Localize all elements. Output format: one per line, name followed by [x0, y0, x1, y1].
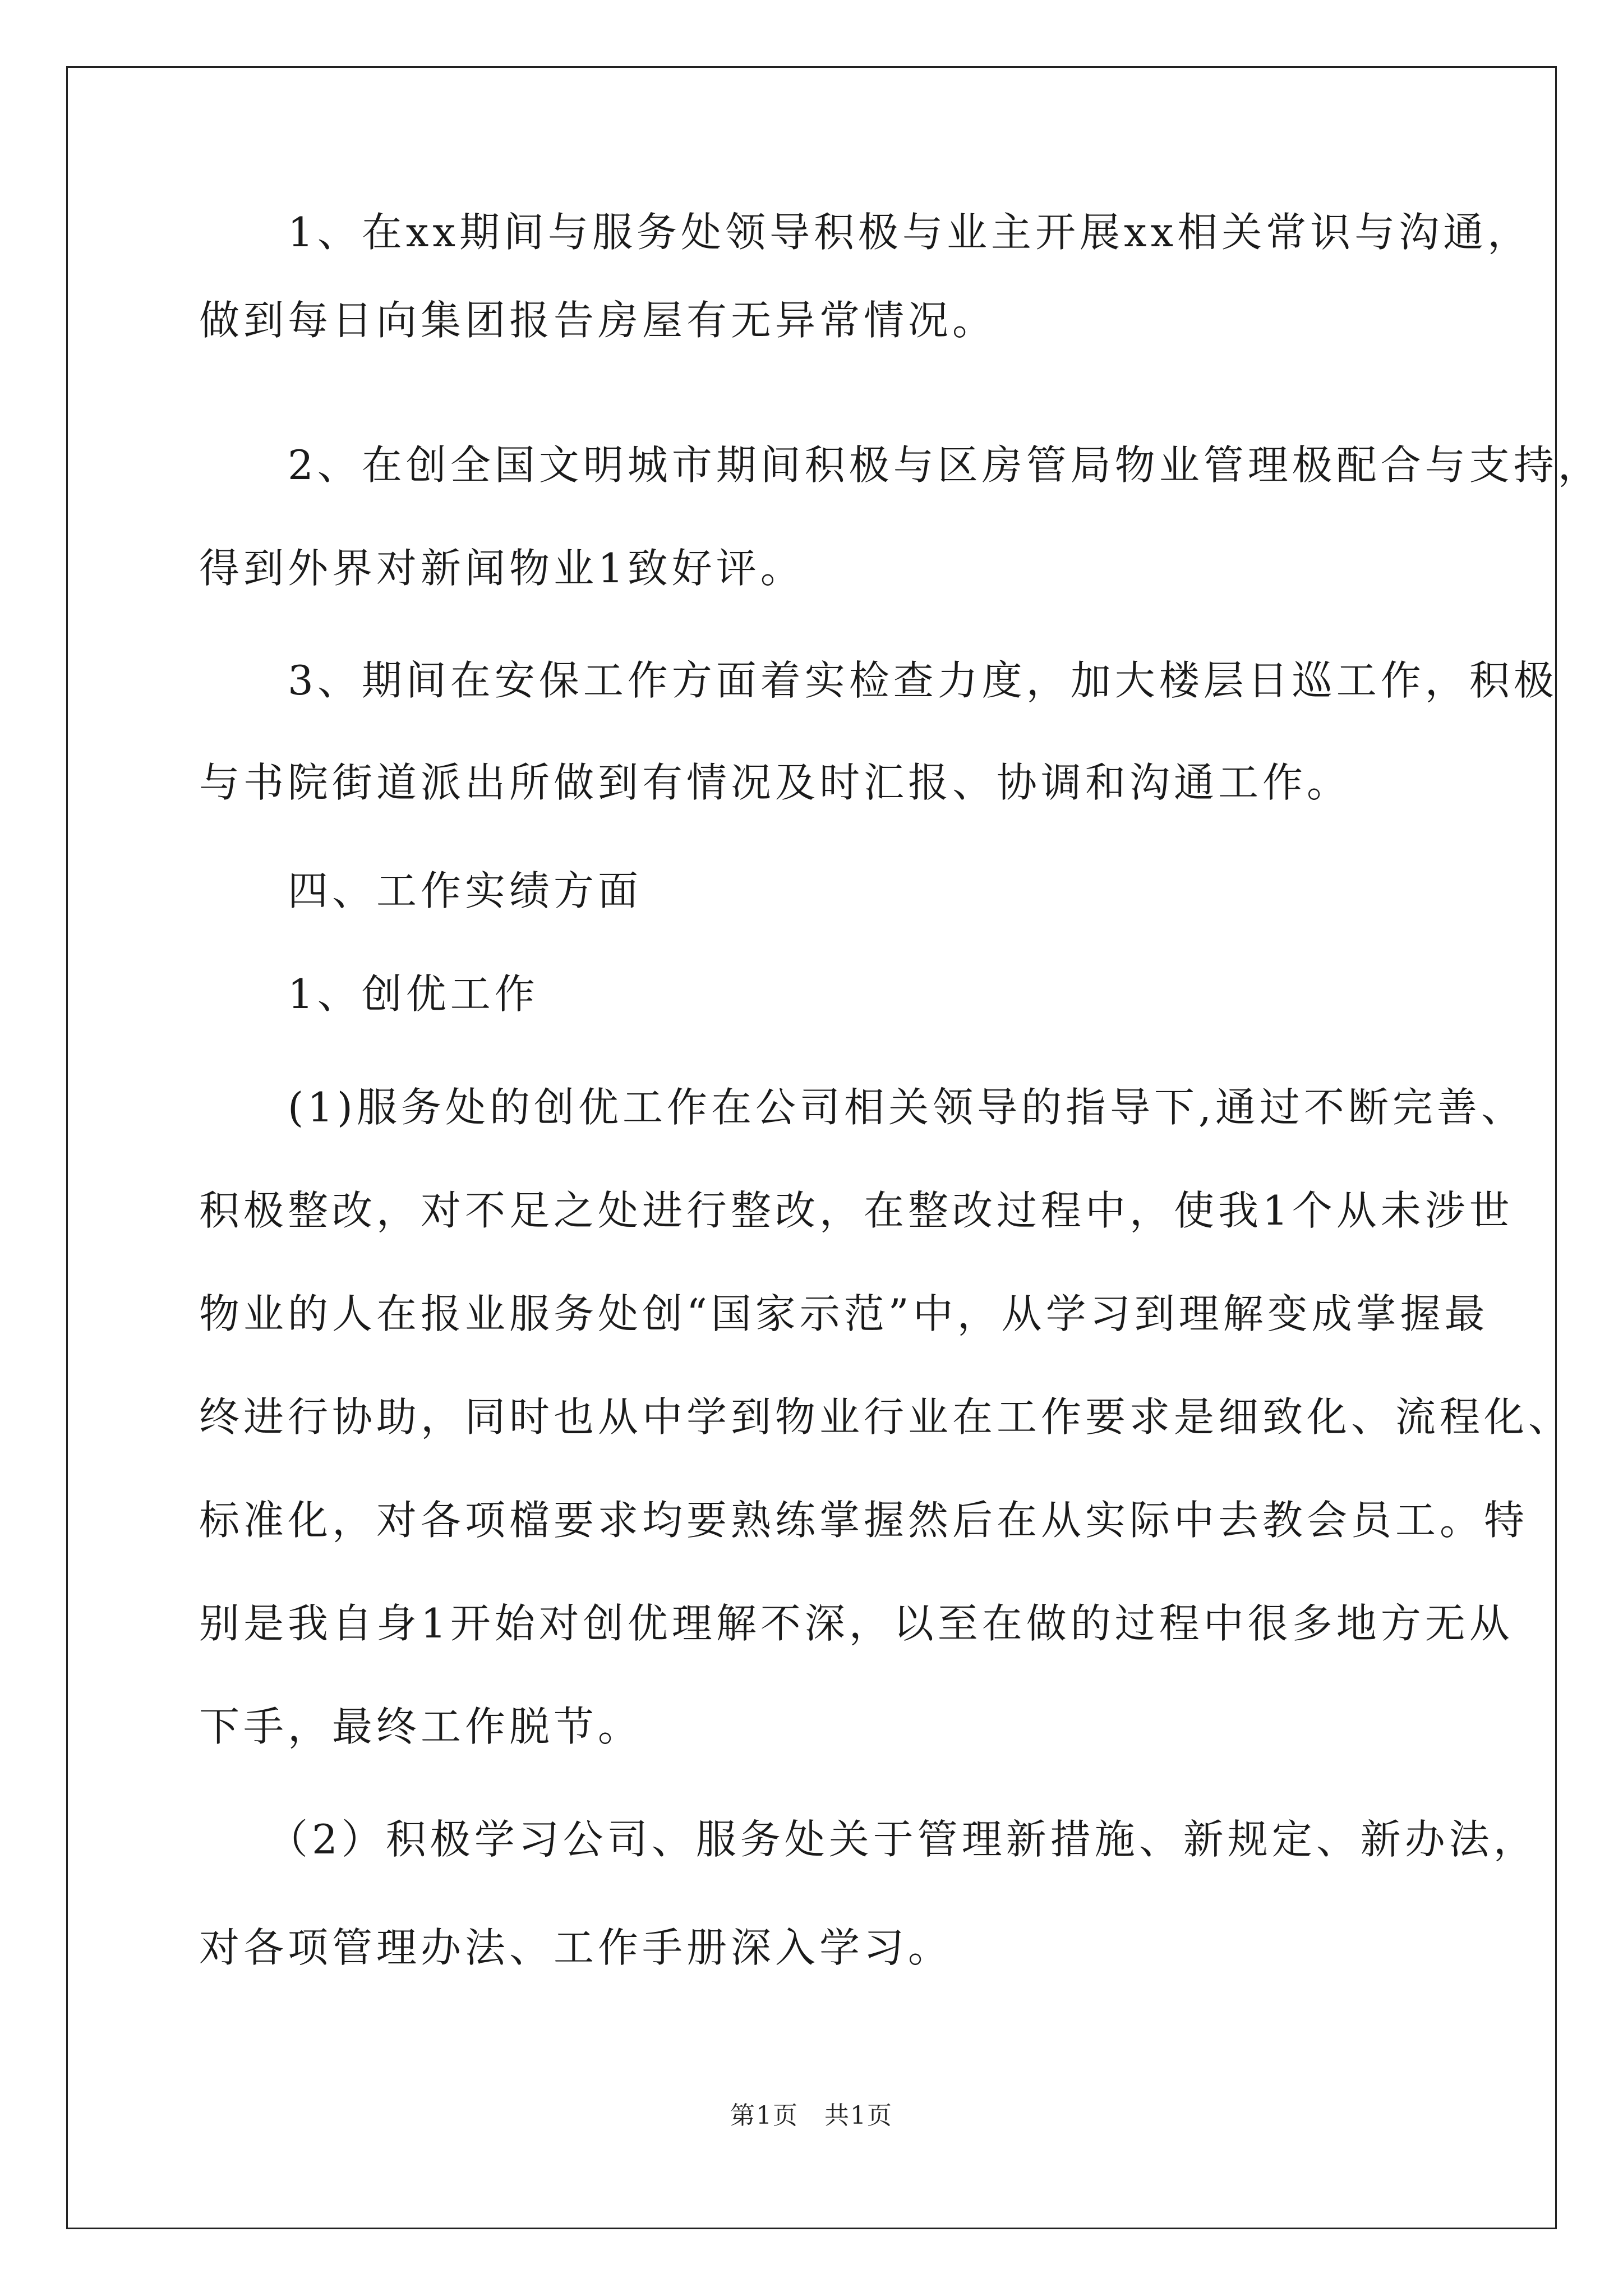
paragraph-line-14: （2）积极学习公司、服务处关于管理新措施、新规定、新办法， — [199, 1816, 1538, 1863]
paragraph-line-13: 下手，最终工作脱节。 — [199, 1703, 643, 1750]
paragraph-line-9: 物业的人在报业服务处创“国家示范”中，从学习到理解变成掌握最 — [199, 1290, 1489, 1337]
paragraph-line-12: 别是我自身1开始对创优理解不深，以至在做的过程中很多地方无从 — [199, 1600, 1514, 1647]
page-number: 第1页 共1页 — [730, 2101, 893, 2130]
paragraph-line-8: 积极整改，对不足之处进行整改，在整改过程中，使我1个从未涉世 — [199, 1187, 1514, 1234]
paragraph-line-2: 做到每日向集团报告房屋有无异常情况。 — [199, 297, 997, 344]
paragraph-line-1: 1、在xx期间与服务处领导积极与业主开展xx相关常识与沟通， — [199, 209, 1532, 256]
paragraph-line-6: 与书院街道派出所做到有情况及时汇报、协调和沟通工作。 — [199, 759, 1352, 806]
section-heading: 四、工作实绩方面 — [199, 867, 643, 914]
paragraph-line-3: 2、在创全国文明城市期间积极与区房管局物业管理极配合与支持， — [199, 441, 1602, 489]
paragraph-line-15: 对各项管理办法、工作手册深入学习。 — [199, 1924, 953, 1971]
paragraph-line-11: 标准化，对各项檔要求均要熟练掌握然后在从实际中去教会员工。特 — [199, 1497, 1529, 1544]
paragraph-line-7: (1)服务处的创优工作在公司相关领导的指导下,通过不断完善、 — [199, 1084, 1525, 1131]
paragraph-line-5: 3、期间在安保工作方面着实检查力度，加大楼层日巡工作，积极 — [199, 657, 1558, 704]
paragraph-line-4: 得到外界对新闻物业1致好评。 — [199, 545, 805, 592]
paragraph-line-10: 终进行协助，同时也从中学到物业行业在工作要求是细致化、流程化、 — [199, 1393, 1573, 1441]
page-border — [66, 66, 1557, 2229]
subsection-heading: 1、创优工作 — [199, 970, 539, 1018]
